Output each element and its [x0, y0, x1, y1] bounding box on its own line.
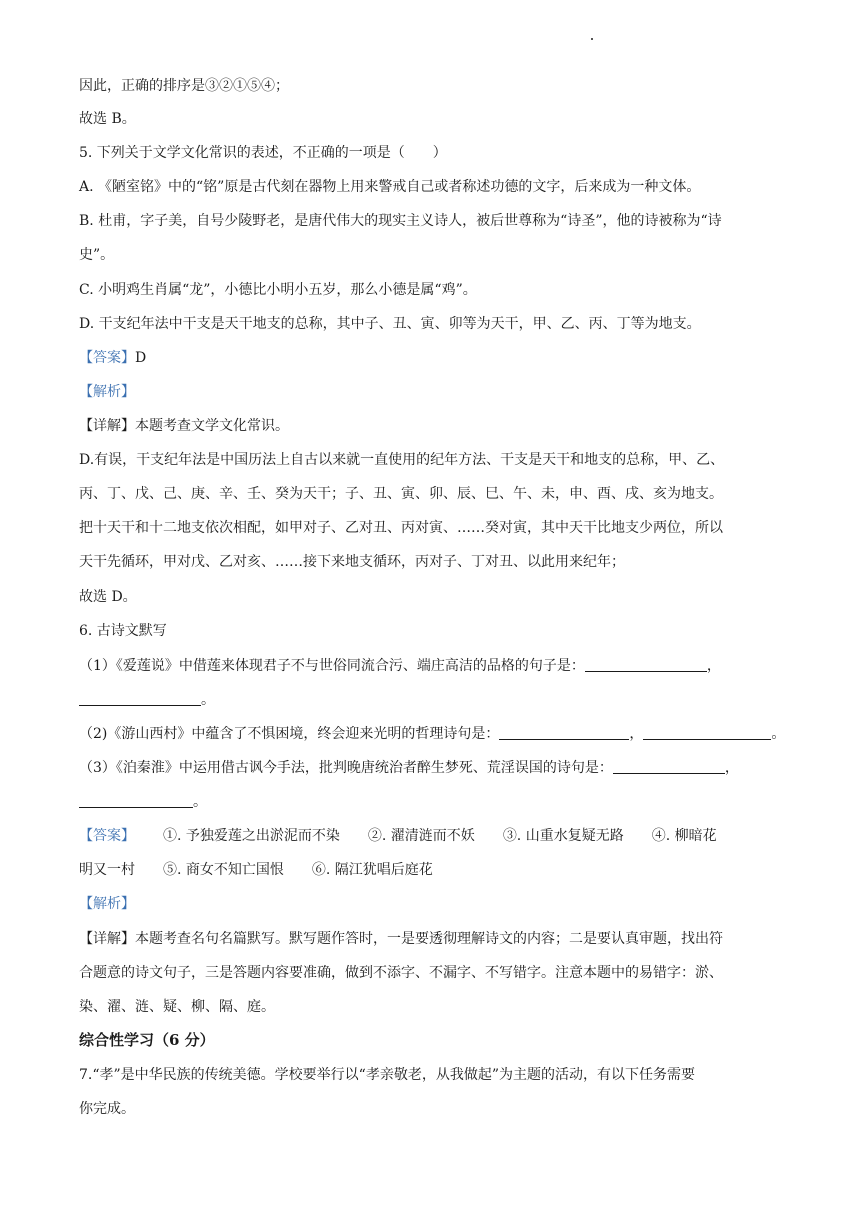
- detail-line: 染、濯、涟、疑、柳、隔、庭。: [79, 999, 275, 1015]
- option-a: A. 《陋室铭》中的“铭”原是古代刻在器物上用来警戒自己或者称述功德的文字，后来成为一种文体。: [79, 179, 701, 195]
- answer-item: ⑤. 商女不知亡国恨: [163, 862, 284, 878]
- question-5: 5. 下列关于文学文化常识的表述，不正确的一项是（ ）: [79, 145, 447, 161]
- option-d: D. 干支纪年法中干支是天干地支的总称，其中子、丑、寅、卯等为天干，甲、乙、丙、丁等为地支。: [79, 316, 701, 332]
- detail-line: 丙、丁、戊、己、庚、辛、壬、癸为天干；子、丑、寅、卯、辰、巳、午、未，申、酉、戌、亥为地支。: [79, 486, 723, 502]
- option-c: C. 小明鸡生肖属“龙”，小德比小明小五岁，那么小德是属“鸡”。: [79, 282, 477, 298]
- analysis-tag: 【解析】: [79, 384, 135, 400]
- comma: ，: [706, 658, 721, 674]
- prompt: （2)《游山西村》中蕴含了不惧困境，终会迎来光明的哲理诗句是：: [79, 726, 500, 742]
- answer-6-cont: [79, 860, 828, 880]
- detail-tag: 【详解】: [79, 931, 135, 947]
- answer-blank[interactable]: [643, 725, 771, 740]
- answer-value: D: [135, 350, 147, 366]
- question-6-1-cont: [79, 690, 828, 710]
- answer-blank[interactable]: [79, 691, 201, 706]
- question-7: 7.“孝”是中华民族的传统美德。学校要举行以“孝亲敬老，从我做起”为主题的活动，有以下任务需要: [79, 1067, 695, 1083]
- period: 。: [201, 692, 215, 708]
- answer-blank[interactable]: [79, 793, 193, 808]
- question-7-cont: 你完成。: [79, 1101, 135, 1117]
- question-6-3: [79, 758, 828, 778]
- comma: ，: [629, 726, 644, 742]
- question-6-2: [79, 724, 828, 744]
- answer-item: ④. 柳暗花: [651, 828, 717, 844]
- period: 。: [193, 794, 207, 810]
- answer-item: ③. 山重水复疑无路: [502, 828, 624, 844]
- detail-line: D.有误，干支纪年法是中国历法上自古以来就一直使用的纪年方法、干支是天干和地支的总称，甲、乙、: [79, 452, 725, 468]
- answer-blank[interactable]: [613, 759, 725, 774]
- answer-blank[interactable]: [499, 725, 629, 740]
- question-6: 6. 古诗文默写: [79, 623, 167, 639]
- text-line: 故选 B。: [79, 111, 136, 127]
- detail-line: 把十天干和十二地支依次相配，如甲对子、乙对丑、丙对寅、……癸对寅，其中天干比地支少两位，所以: [79, 520, 723, 536]
- answer-tag: 【答案】: [79, 828, 135, 844]
- answer-item: ①. 予独爱莲之出淤泥而不染: [163, 828, 340, 844]
- answer-blank[interactable]: [585, 657, 707, 672]
- answer-6: [79, 826, 828, 846]
- prompt: （1）《爱莲说》中借莲来体现君子不与世俗同流合污、端庄高洁的品格的句子是：: [79, 658, 585, 674]
- text-line: 因此，正确的排序是③②①⑤④；: [79, 78, 289, 94]
- answer-5: [79, 348, 828, 368]
- detail-tag: 【详解】: [79, 418, 135, 434]
- detail-5: [79, 416, 828, 436]
- answer-tag: 【答案】: [79, 350, 135, 366]
- scan-dot: [591, 38, 593, 40]
- detail-text: 本题考查名句名篇默写。默写题作答时，一是要透彻理解诗文的内容；二是要认真审题，找出符: [135, 931, 723, 947]
- period: 。: [771, 726, 786, 742]
- answer-item: ⑥. 隔江犹唱后庭花: [311, 862, 433, 878]
- comma: ，: [724, 760, 739, 776]
- analysis-tag: 【解析】: [79, 896, 135, 912]
- answer-item: ②. 濯清涟而不妖: [367, 828, 475, 844]
- detail-line: 合题意的诗文句子，三是答题内容要准确，做到不添字、不漏字、不写错字。注意本题中的易错字：淤、: [79, 965, 723, 981]
- section-heading: 综合性学习（6 分）: [79, 1031, 215, 1049]
- question-6-3-cont: [79, 792, 828, 812]
- detail-text: 本题考查文学文化常识。: [135, 418, 289, 434]
- detail-line: 天干先循环，甲对戊、乙对亥、……接下来地支循环，丙对子、丁对丑、以此用来纪年；: [79, 554, 625, 570]
- detail-6: [79, 929, 828, 949]
- text-line: 故选 D。: [79, 589, 137, 605]
- answer-item: 明又一村: [79, 862, 135, 878]
- option-b-cont: 史”。: [79, 247, 115, 263]
- option-b: B. 杜甫，字子美，自号少陵野老，是唐代伟大的现实主义诗人，被后世尊称为“诗圣”，他的诗被称为“诗: [79, 213, 722, 229]
- prompt: （3）《泊秦淮》中运用借古讽今手法，批判晚唐统治者醉生梦死、荒淫误国的诗句是：: [79, 760, 613, 776]
- question-6-1: [79, 656, 828, 676]
